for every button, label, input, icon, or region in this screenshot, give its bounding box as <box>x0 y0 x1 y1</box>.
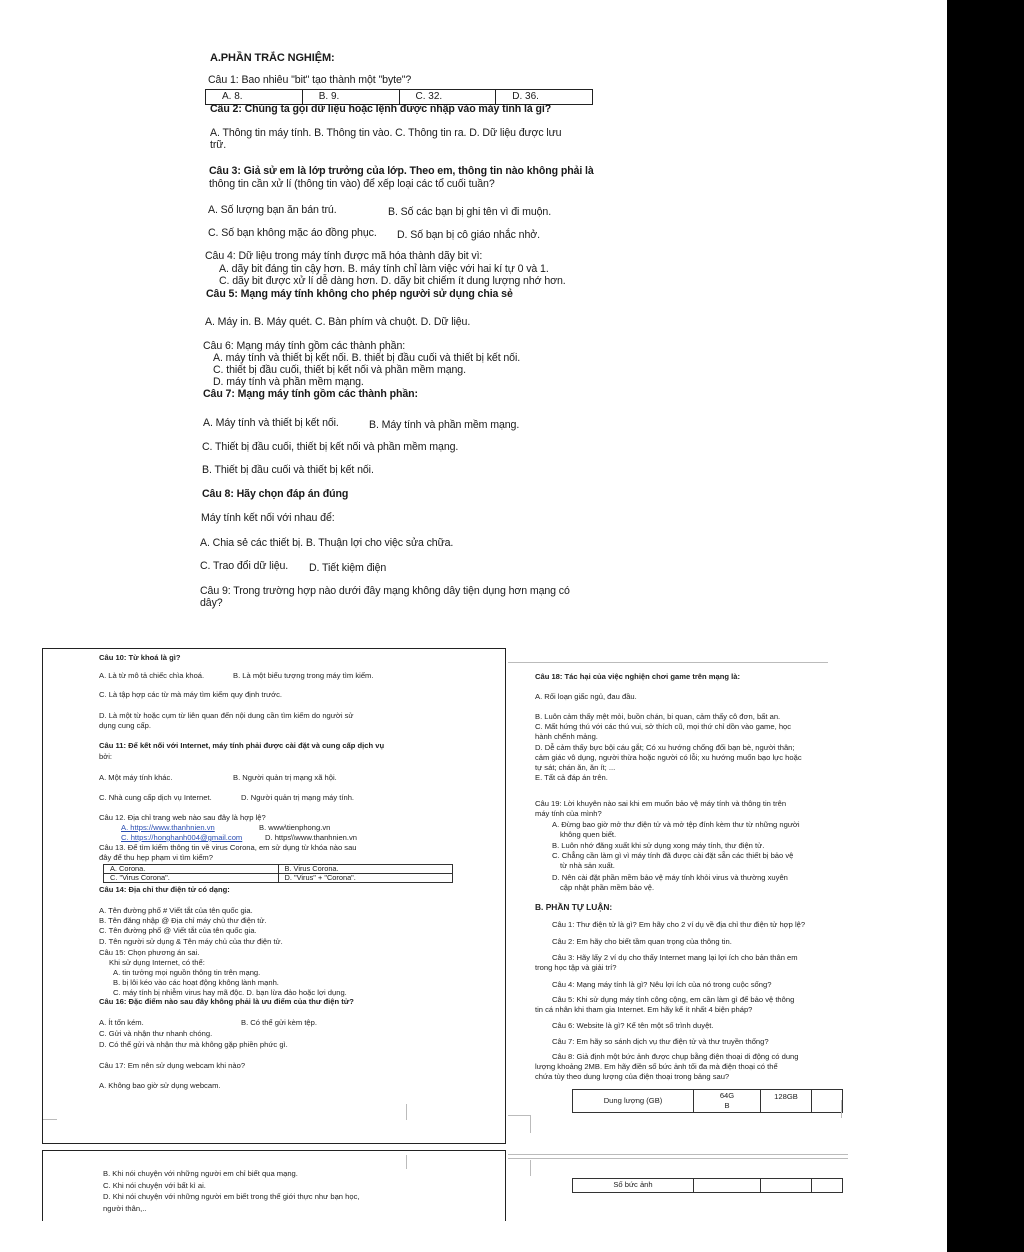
q10-option-c: C. Là tập hợp các từ mà máy tìm kiếm quy định trước. <box>99 690 283 699</box>
essay-question-5: Câu 5: Khi sử dụng máy tính công cộng, em cần làm gì để bảo vệ thông <box>552 995 795 1004</box>
q10-option-b: B. Là một biểu tượng trong máy tìm kiếm. <box>233 671 374 680</box>
q12-option-d: D. https\\www.thanhnien.vn <box>265 833 358 842</box>
q10-option-a: A. Là từ mô tả chiếc chìa khoá. <box>99 671 205 680</box>
essay-question-3-cont: trong học tập và giải trí? <box>535 963 617 972</box>
q6-option-c: C. thiết bị đầu cuối, thiết bị kết nối và phần mềm mạng. <box>213 364 466 376</box>
question-9-cont: dây? <box>200 597 223 609</box>
question-3: Câu 3: Giả sử em là lớp trưởng của lớp. Theo em, thông tin nào không phải là <box>209 165 594 177</box>
q13-table-row <box>104 874 452 882</box>
question-15-stem: Khi sử dụng Internet, có thể: <box>109 958 205 967</box>
q19-option-b: B. Luôn nhớ đăng xuất khi sử dụng xong máy tính, thư điện tử. <box>552 841 765 850</box>
photo-count-empty <box>812 1179 842 1192</box>
essay-question-6: Câu 6: Website là gì? Kể tên một số trình duyệt. <box>552 1021 714 1030</box>
q8-option-c: C. Trao đổi dữ liệu. <box>200 560 289 572</box>
q16-option-c: C. Gửi và nhận thư nhanh chóng. <box>99 1029 213 1038</box>
q18-option-d: D. Dễ cảm thấy bực bội cáu gắt; Có xu hướng chống đối bạn bè, người thân; <box>535 743 795 752</box>
section-b-title: B. PHẦN TỰ LUẬN: <box>535 902 613 912</box>
q11-option-b: B. Người quản trị mạng xã hội. <box>233 773 337 782</box>
q10-option-d: D. Là một từ hoặc cụm từ liên quan đến nội dung cần tìm kiếm do người sử <box>99 711 354 720</box>
q1-option-a: A. 8. <box>206 90 303 104</box>
q18-option-c: C. Mất hứng thú với các thú vui, sở thích cũ, mọi thứ chỉ dồn vào game, học <box>535 722 792 731</box>
q14-option-a: A. Tên đường phố # Viết tắt của tên quốc gia. <box>99 906 253 915</box>
exam-page-1 <box>195 30 615 630</box>
essay-question-2: Câu 2: Em hãy cho biết tầm quan trọng của thông tin. <box>552 937 732 946</box>
scan-mark <box>508 1115 530 1116</box>
question-8: Câu 8: Hãy chọn đáp án đúng <box>202 488 349 500</box>
q14-option-c: C. Tên đường phố @ Viết tắt của tên quốc gia. <box>99 926 257 935</box>
q6-options-ab: A. máy tính và thiết bị kết nối. B. thiết bị đầu cuối và thiết bị kết nối. <box>213 352 521 364</box>
question-6: Câu 6: Mạng máy tính gồm các thành phần: <box>203 340 406 352</box>
photo-count-128 <box>761 1179 812 1192</box>
capacity-table-header <box>572 1089 843 1113</box>
q15-option-a: A. tin tưởng mọi nguồn thông tin trên mạng. <box>113 968 261 977</box>
q10-option-d-cont: dụng cung cấp. <box>99 721 151 730</box>
q17-option-c: C. Khi nói chuyện với bất kì ai. <box>103 1181 206 1190</box>
exam-page-2 <box>42 648 506 1144</box>
q19-option-c: C. Chẳng cần làm gì vì máy tính đã được cài đặt sẵn các thiết bị bảo vệ <box>552 851 794 860</box>
question-4: Câu 4: Dữ liệu trong máy tính được mã hóa thành dãy bit vì: <box>205 250 483 262</box>
section-a-title: A.PHẦN TRẮC NGHIỆM: <box>210 52 335 64</box>
q15-option-c: C. máy tính bị nhiễm virus hay mã độc. D. bạn lừa đảo hoặc lợi dụng. <box>113 988 347 997</box>
capacity-table-col-64 <box>694 1090 761 1112</box>
q17-option-b: B. Khi nói chuyện với những người em chỉ biết qua mạng. <box>103 1169 298 1178</box>
q3-option-d: D. Số bạn bị cô giáo nhắc nhở. <box>397 229 540 241</box>
q8-options-ab: A. Chia sẻ các thiết bị. B. Thuận lợi cho việc sửa chữa. <box>200 537 454 549</box>
page-break-line <box>508 1154 848 1155</box>
q13-options-table <box>103 864 453 883</box>
q3-option-b: B. Số các bạn bị ghi tên vì đi muộn. <box>388 206 552 218</box>
capacity-table-empty-cell <box>812 1090 842 1112</box>
photo-count-64 <box>694 1179 761 1192</box>
q11-option-a: A. Một máy tính khác. <box>99 773 173 782</box>
question-18: Câu 18: Tác hại của việc nghiện chơi game trên mạng là: <box>535 672 741 681</box>
question-9: Câu 9: Trong trường hợp nào dưới đây mạng không dây tiện dụng hơn mạng có <box>200 585 570 597</box>
q11-option-d: D. Người quản trị mạng máy tính. <box>241 793 355 802</box>
essay-question-5-cont: tin cá nhân khi tham gia Internet. Em hãy kể ít nhất 4 biện pháp? <box>535 1005 753 1014</box>
question-13-cont: đây để thu hẹp phạm vi tìm kiếm? <box>99 853 213 862</box>
q19-option-d: D. Nên cài đặt phần mềm bảo vệ máy tính khỏi virus và thường xuyên <box>552 873 788 882</box>
q19-option-a-cont: không quen biết. <box>560 830 617 839</box>
question-19: Câu 19: Lời khuyên nào sai khi em muốn bảo vệ máy tính và thông tin trên <box>535 799 787 808</box>
scan-mark <box>43 1119 57 1120</box>
page-edge-line <box>508 662 828 663</box>
q13-option-a: A. Corona. <box>104 865 279 873</box>
q7-option-d: B. Thiết bị đầu cuối và thiết bị kết nối. <box>202 464 374 476</box>
q18-option-d-cont: cảm giác vô dụng, người thừa hoặc người có lỗi; xu hướng muốn bạo lực hoặc <box>535 753 802 762</box>
essay-question-3: Câu 3: Hãy lấy 2 ví dụ cho thấy Internet mang lại lợi ích cho bản thân em <box>552 953 798 962</box>
question-15: Câu 15: Chọn phương án sai. <box>99 948 200 957</box>
q1-option-c: C. 32. <box>400 90 497 104</box>
q16-option-a: A. Ít tốn kém. <box>99 1018 144 1027</box>
q18-option-e: E. Tất cả đáp án trên. <box>535 773 608 782</box>
capacity-table-col-128: 128GB <box>761 1090 812 1112</box>
q3-option-a: A. Số lượng bạn ăn bán trú. <box>208 204 337 216</box>
essay-question-8-cont2: chứa tùy theo dung lượng của điện thoại trong bảng sau? <box>535 1072 730 1081</box>
scan-mark <box>406 1104 407 1120</box>
photo-count-label: Số bức ảnh <box>573 1179 694 1192</box>
question-5: Câu 5: Mạng máy tính không cho phép người sử dụng chia sẻ <box>206 288 513 300</box>
question-14: Câu 14: Địa chỉ thư điện tử có dạng: <box>99 885 230 894</box>
question-13: Câu 13. Để tìm kiếm thông tin về virus Corona, em sử dụng từ khóa nào sau <box>99 843 357 852</box>
q17-option-a: A. Không bao giờ sử dụng webcam. <box>99 1081 221 1090</box>
exam-page-2-continued <box>42 1150 506 1221</box>
q18-option-a: A. Rối loạn giấc ngủ, đau đầu. <box>535 692 637 701</box>
capacity-table-row <box>572 1178 843 1193</box>
essay-question-1: Câu 1: Thư điện tử là gì? Em hãy cho 2 ví dụ về địa chỉ thư điện tử hợp lệ? <box>552 920 806 929</box>
capacity-64-suffix: B <box>724 1101 730 1110</box>
q8-option-d: D. Tiết kiệm điện <box>309 562 387 574</box>
q4-options-cd: C. dãy bit được xử lí dễ dàng hơn. D. dãy bit chiếm ít dung lượng nhớ hơn. <box>219 275 566 287</box>
q7-option-a: A. Máy tính và thiết bị kết nối. <box>203 417 339 429</box>
question-3-cont: thông tin cần xử lí (thông tin vào) để xếp loại các tổ cuối tuần? <box>209 178 495 190</box>
q18-option-d-cont2: tự sát; chán ăn, ăn ít; ... <box>535 763 616 772</box>
q12-option-b: B. www\tienphong.vn <box>259 823 331 832</box>
question-11-cont: bởi: <box>99 752 112 761</box>
q18-option-c-cont: hành chểnh mảng. <box>535 732 598 741</box>
question-2-options: A. Thông tin máy tính. B. Thông tin vào. C. Thông tin ra. D. Dữ liệu được lưu <box>210 127 562 139</box>
q11-option-c: C. Nhà cung cấp dịch vụ Internet. <box>99 793 212 802</box>
exam-page-3 <box>508 660 858 1205</box>
q19-option-a: A. Đừng bao giờ mở thư điện tử và mở tệp đính kèm thư từ những người <box>552 820 800 829</box>
question-12: Câu 12. Địa chỉ trang web nào sau đây là hợp lệ? <box>99 813 266 822</box>
question-11: Câu 11: Để kết nối với Internet, máy tính phải được cài đặt và cung cấp dịch vụ <box>99 741 385 750</box>
page-break-line <box>508 1158 848 1159</box>
scan-mark <box>530 1115 531 1133</box>
essay-question-4: Câu 4: Mạng máy tính là gì? Nêu lợi ích của nó trong cuộc sống? <box>552 980 772 989</box>
q1-option-d: D. 36. <box>512 91 539 102</box>
q12-option-a: A. https://www.thanhnien.vn <box>121 823 215 832</box>
q17-option-d: D. Khi nói chuyện với những người em biết trong thế giới thực như bạn học, <box>103 1192 360 1201</box>
q7-option-b: B. Máy tính và phần mềm mạng. <box>369 419 520 431</box>
q12-option-c: C. https://honghanh004@gmail.com <box>121 833 243 842</box>
question-8-stem: Máy tính kết nối với nhau để: <box>201 512 335 524</box>
capacity-64-value: 64G <box>719 1091 735 1100</box>
essay-question-7: Câu 7: Em hãy so sánh dịch vụ thư điện tử và thư truyền thống? <box>552 1037 769 1046</box>
question-2-options-cont: trữ. <box>210 139 227 151</box>
q19-option-d-cont: cập nhật phần mềm bảo vệ. <box>560 883 655 892</box>
q13-option-d: D. "Virus" + "Corona". <box>284 873 356 882</box>
q7-option-c: C. Thiết bị đầu cuối, thiết bị kết nối và phần mềm mạng. <box>202 441 459 453</box>
question-10: Câu 10: Từ khoá là gì? <box>99 653 181 662</box>
question-19-cont: máy tính của mình? <box>535 809 602 818</box>
essay-question-8-cont: lượng khoảng 2MB. Em hãy điền số bức ảnh tối đa mà điện thoại có thể <box>535 1062 778 1071</box>
question-17: Câu 17: Em nên sử dụng webcam khi nào? <box>99 1061 246 1070</box>
scan-mark <box>406 1155 407 1169</box>
q5-options: A. Máy in. B. Máy quét. C. Bàn phím và chuột. D. Dữ liệu. <box>205 316 471 328</box>
q13-option-c: C. "Virus Corona". <box>104 874 279 882</box>
q18-option-b: B. Luôn cảm thấy mệt mỏi, buồn chán, bi quan, cảm thấy cô đơn, bất an. <box>535 712 781 721</box>
q1-option-b: B. 9. <box>303 90 400 104</box>
q14-option-b: B. Tên đăng nhập @ Địa chỉ máy chủ thư điện tử. <box>99 916 267 925</box>
q14-option-d: D. Tên người sử dụng & Tên máy chủ của thư điện tử. <box>99 937 283 946</box>
q16-option-b: B. Có thể gửi kèm tệp. <box>241 1018 317 1027</box>
scan-black-border <box>947 0 1024 1252</box>
q13-option-b: B. Virus Corona. <box>284 864 339 873</box>
q6-option-d: D. máy tính và phần mềm mạng. <box>213 376 364 388</box>
essay-question-8: Câu 8: Giả định một bức ảnh được chụp bằng điện thoại di động có dung <box>552 1052 799 1061</box>
question-1: Câu 1: Bao nhiêu "bit" tạo thành một "byte"? <box>208 74 412 86</box>
scan-mark <box>841 1100 842 1118</box>
q19-option-c-cont: từ nhà sản xuất. <box>560 861 615 870</box>
question-2: Câu 2: Chúng ta gọi dữ liệu hoặc lệnh được nhập vào máy tính là gì? <box>210 103 552 115</box>
q4-options-ab: A. dãy bit đáng tin cậy hơn. B. máy tính chỉ làm việc với hai kí tự 0 và 1. <box>219 263 549 275</box>
question-7: Câu 7: Mạng máy tính gồm các thành phần: <box>203 388 418 400</box>
q3-option-c: C. Số bạn không mặc áo đồng phục. <box>208 227 377 239</box>
scan-mark <box>530 1160 531 1176</box>
q15-option-b: B. bị lôi kéo vào các hoạt động không lành mạnh. <box>113 978 279 987</box>
capacity-table-label: Dung lượng (GB) <box>573 1090 694 1112</box>
question-16: Câu 16: Đặc điểm nào sau đây không phải là ưu điểm của thư điện tử? <box>99 997 354 1006</box>
q16-option-d: D. Có thể gửi và nhận thư mà không gặp phiền phức gì. <box>99 1040 288 1049</box>
q17-option-d-cont: người thân,.. <box>103 1204 147 1213</box>
